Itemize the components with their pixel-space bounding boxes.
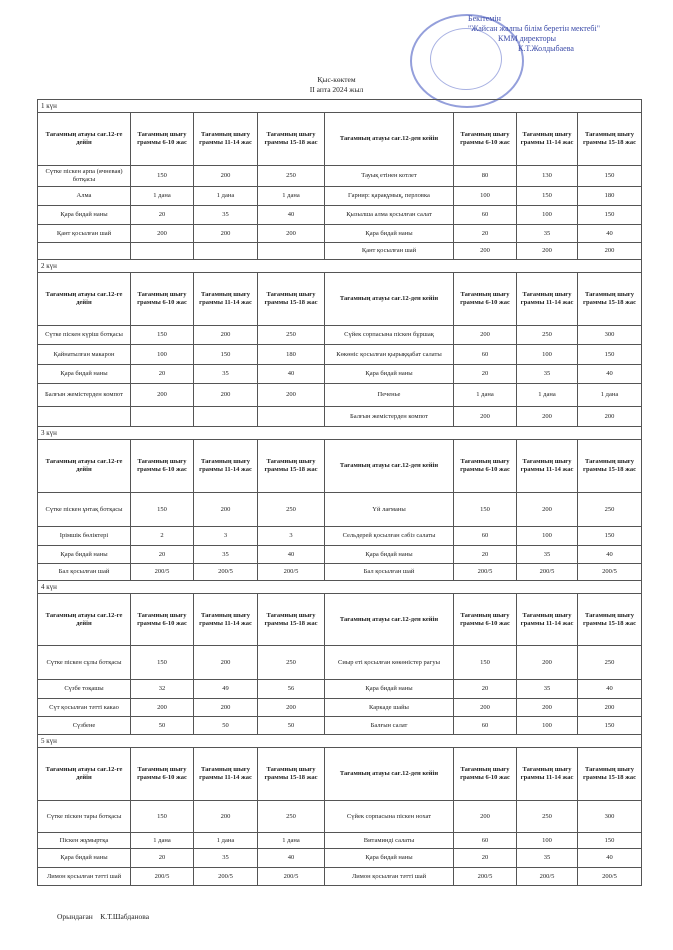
portion-cell: 200 [517, 243, 578, 260]
column-header: Тағамның шығу граммы 11-14 жас [517, 113, 578, 166]
portion-cell: 200 [578, 243, 642, 260]
portion-cell: 200 [131, 384, 194, 407]
header-row [38, 113, 642, 166]
portion-cell: 40 [578, 680, 642, 699]
dish-name-cell: Қара бидай наны [38, 849, 131, 868]
portion-cell: 150 [578, 345, 642, 365]
portion-cell: 100 [517, 717, 578, 735]
day-label: 1 күн [38, 100, 642, 113]
dish-name-cell: Каркаде шайы [325, 699, 454, 717]
portion-cell: 60 [454, 345, 517, 365]
dish-name-cell: Балғын салат [325, 717, 454, 735]
day-label: 3 күн [38, 427, 642, 440]
portion-cell: 56 [258, 680, 325, 699]
column-header: Тағамның атауы сағ.12-ден кейін [325, 273, 454, 326]
portion-cell: 200/5 [194, 564, 258, 581]
column-header: Тағамның шығу граммы 15-18 жас [258, 273, 325, 326]
dish-name-cell [38, 407, 131, 427]
approval-block [468, 14, 628, 54]
dish-name-cell: Тауық етінен котлет [325, 166, 454, 187]
table-row [38, 166, 642, 187]
portion-cell: 20 [454, 225, 517, 243]
portion-cell: 250 [258, 166, 325, 187]
column-header: Тағамның шығу граммы 6-10 жас [131, 113, 194, 166]
portion-cell [194, 243, 258, 260]
footer-label: Орындаған [57, 912, 93, 921]
portion-cell [131, 407, 194, 427]
portion-cell: 200 [517, 646, 578, 680]
dish-name-cell: Піскен жұмыртқа [38, 833, 131, 849]
dish-name-cell: Алма [38, 187, 131, 206]
dish-name-cell: Сүтке піскен күріш ботқасы [38, 326, 131, 345]
portion-cell: 100 [454, 187, 517, 206]
dish-name-cell: Сүйек сорпасына піскен бұршақ [325, 326, 454, 345]
table-row [38, 680, 642, 699]
portion-cell: 20 [131, 546, 194, 564]
day-row [38, 100, 642, 113]
portion-cell: 100 [517, 345, 578, 365]
portion-cell: 200/5 [131, 868, 194, 886]
portion-cell: 250 [258, 326, 325, 345]
table-row [38, 546, 642, 564]
portion-cell: 60 [454, 527, 517, 546]
portion-cell: 35 [517, 849, 578, 868]
column-header: Тағамның шығу граммы 11-14 жас [194, 748, 258, 801]
approval-line: "Жайсан жалпы білім беретін мектебі" [468, 24, 600, 33]
dish-name-cell: Сүтке піскен тары ботқасы [38, 801, 131, 833]
table-row [38, 187, 642, 206]
column-header: Тағамның шығу граммы 6-10 жас [454, 113, 517, 166]
portion-cell: 1 дана [578, 384, 642, 407]
dish-name-cell: Сүтке піскен ұнтақ ботқасы [38, 493, 131, 527]
column-header: Тағамның шығу граммы 6-10 жас [454, 440, 517, 493]
menu-sheet [37, 99, 641, 886]
portion-cell: 200/5 [517, 868, 578, 886]
column-header: Тағамның шығу граммы 15-18 жас [578, 440, 642, 493]
dish-name-cell: Қара бидай наны [38, 365, 131, 384]
day-label: 4 күн [38, 581, 642, 594]
portion-cell: 40 [578, 546, 642, 564]
column-header: Тағамның шығу граммы 11-14 жас [194, 113, 258, 166]
portion-cell: 50 [131, 717, 194, 735]
portion-cell: 1 дана [194, 833, 258, 849]
portion-cell: 200 [454, 699, 517, 717]
portion-cell: 200 [517, 699, 578, 717]
dish-name-cell: Сүтке піскен сұлы ботқасы [38, 646, 131, 680]
portion-cell: 250 [258, 646, 325, 680]
portion-cell: 35 [517, 225, 578, 243]
table-row [38, 206, 642, 225]
dish-name-cell: Бал қосылған шай [325, 564, 454, 581]
portion-cell: 250 [578, 646, 642, 680]
table-row [38, 365, 642, 384]
column-header: Тағамның шығу граммы 11-14 жас [517, 594, 578, 646]
season-title: Қыс-көктем [317, 75, 356, 84]
column-header: Тағамның атауы сағ.12-ден кейін [325, 113, 454, 166]
portion-cell: 200 [454, 801, 517, 833]
portion-cell: 50 [258, 717, 325, 735]
portion-cell: 20 [131, 365, 194, 384]
day-row [38, 735, 642, 748]
table-row [38, 868, 642, 886]
portion-cell: 200 [131, 699, 194, 717]
portion-cell: 200/5 [517, 564, 578, 581]
column-header: Тағамның шығу граммы 6-10 жас [454, 273, 517, 326]
portion-cell: 200/5 [194, 868, 258, 886]
table-row [38, 407, 642, 427]
portion-cell: 150 [578, 527, 642, 546]
portion-cell: 40 [258, 206, 325, 225]
dish-name-cell: Қант қосылған шай [325, 243, 454, 260]
portion-cell: 200 [194, 801, 258, 833]
portion-cell: 200 [454, 326, 517, 345]
dish-name-cell: Балғын жемістерден компот [38, 384, 131, 407]
portion-cell: 200/5 [578, 868, 642, 886]
approval-line: КММ директоры [498, 34, 557, 43]
portion-cell: 150 [131, 493, 194, 527]
header-row [38, 273, 642, 326]
header-row [38, 594, 642, 646]
day-row [38, 260, 642, 273]
portion-cell: 60 [454, 717, 517, 735]
portion-cell: 200 [194, 326, 258, 345]
portion-cell: 150 [131, 646, 194, 680]
portion-cell: 150 [517, 187, 578, 206]
column-header: Тағамның атауы сағ.12-ге дейін [38, 748, 131, 801]
portion-cell: 150 [454, 493, 517, 527]
day-row [38, 581, 642, 594]
portion-cell: 100 [131, 345, 194, 365]
portion-cell: 35 [517, 680, 578, 699]
portion-cell: 50 [194, 717, 258, 735]
portion-cell: 250 [517, 326, 578, 345]
portion-cell: 200 [194, 384, 258, 407]
dish-name-cell: Үй лағманы [325, 493, 454, 527]
portion-cell: 200 [194, 225, 258, 243]
portion-cell: 35 [194, 849, 258, 868]
dish-name-cell: Қызылша алма қосылған салат [325, 206, 454, 225]
portion-cell: 150 [131, 326, 194, 345]
dish-name-cell: Бал қосылған шай [38, 564, 131, 581]
column-header: Тағамның шығу граммы 15-18 жас [258, 440, 325, 493]
dish-name-cell: Сүйек сорпасына піскен нохат [325, 801, 454, 833]
portion-cell: 3 [258, 527, 325, 546]
menu-table [37, 99, 642, 886]
column-header: Тағамның шығу граммы 6-10 жас [131, 748, 194, 801]
column-header: Тағамның атауы сағ.12-ге дейін [38, 273, 131, 326]
portion-cell: 100 [517, 527, 578, 546]
column-header: Тағамның шығу граммы 11-14 жас [517, 748, 578, 801]
dish-name-cell: Қара бидай наны [38, 546, 131, 564]
portion-cell: 200 [578, 699, 642, 717]
portion-cell: 200 [131, 225, 194, 243]
portion-cell: 300 [578, 326, 642, 345]
header-row [38, 748, 642, 801]
column-header: Тағамның атауы сағ.12-ге дейін [38, 440, 131, 493]
column-header: Тағамның шығу граммы 15-18 жас [578, 748, 642, 801]
dish-name-cell: Сүзбе тоқашы [38, 680, 131, 699]
dish-name-cell: Сүтке піскен арпа (ячневая) ботқасы [38, 166, 131, 187]
day-row [38, 427, 642, 440]
portion-cell: 3 [194, 527, 258, 546]
portion-cell: 300 [578, 801, 642, 833]
table-row [38, 225, 642, 243]
portion-cell: 200 [517, 407, 578, 427]
portion-cell: 200/5 [454, 868, 517, 886]
column-header: Тағамның шығу граммы 15-18 жас [258, 594, 325, 646]
portion-cell: 250 [517, 801, 578, 833]
table-row [38, 699, 642, 717]
portion-cell: 40 [578, 225, 642, 243]
portion-cell: 150 [578, 717, 642, 735]
portion-cell: 35 [194, 365, 258, 384]
column-header: Тағамның шығу граммы 11-14 жас [517, 440, 578, 493]
portion-cell: 40 [258, 546, 325, 564]
portion-cell: 200 [454, 407, 517, 427]
portion-cell: 20 [131, 849, 194, 868]
portion-cell: 180 [258, 345, 325, 365]
table-row [38, 493, 642, 527]
portion-cell: 200/5 [578, 564, 642, 581]
column-header: Тағамның шығу граммы 6-10 жас [131, 273, 194, 326]
portion-cell: 20 [454, 849, 517, 868]
portion-cell: 150 [578, 833, 642, 849]
portion-cell: 40 [258, 849, 325, 868]
week-title: II апта 2024 жыл [309, 85, 364, 94]
portion-cell: 1 дана [258, 833, 325, 849]
portion-cell: 49 [194, 680, 258, 699]
table-row [38, 326, 642, 345]
column-header: Тағамның атауы сағ.12-ден кейін [325, 748, 454, 801]
footer [57, 912, 149, 921]
portion-cell: 250 [578, 493, 642, 527]
portion-cell: 200 [517, 493, 578, 527]
table-row [38, 527, 642, 546]
column-header: Тағамның шығу граммы 6-10 жас [454, 594, 517, 646]
footer-name: К.Т.Шабданова [100, 912, 150, 921]
table-row [38, 384, 642, 407]
portion-cell: 250 [258, 493, 325, 527]
portion-cell: 250 [258, 801, 325, 833]
dish-name-cell: Сүт қосылған тәтті какао [38, 699, 131, 717]
column-header: Тағамның шығу граммы 15-18 жас [578, 594, 642, 646]
dish-name-cell: Балғын жемістерден компот [325, 407, 454, 427]
column-header: Тағамның шығу граммы 15-18 жас [258, 113, 325, 166]
column-header: Тағамның шығу граммы 15-18 жас [578, 273, 642, 326]
dish-name-cell: Қара бидай наны [325, 680, 454, 699]
dish-name-cell: Қара бидай наны [325, 546, 454, 564]
portion-cell: 20 [131, 206, 194, 225]
portion-cell [258, 407, 325, 427]
dish-name-cell: Лимон қосылған тәтті шай [325, 868, 454, 886]
portion-cell: 150 [131, 166, 194, 187]
column-header: Тағамның шығу граммы 15-18 жас [578, 113, 642, 166]
dish-name-cell: Сельдерей қосылған сәбіз салаты [325, 527, 454, 546]
portion-cell: 1 дана [517, 384, 578, 407]
portion-cell: 100 [517, 206, 578, 225]
portion-cell: 150 [194, 345, 258, 365]
approval-line: Бекітемін [468, 14, 501, 23]
dish-name-cell: Сүзбене [38, 717, 131, 735]
table-row [38, 646, 642, 680]
dish-name-cell: Витаминді салаты [325, 833, 454, 849]
table-row [38, 833, 642, 849]
portion-cell: 40 [578, 849, 642, 868]
header-row [38, 440, 642, 493]
portion-cell: 200 [258, 699, 325, 717]
dish-name-cell: Қара бидай наны [325, 365, 454, 384]
table-row [38, 345, 642, 365]
column-header: Тағамның шығу граммы 11-14 жас [194, 594, 258, 646]
portion-cell: 200 [258, 225, 325, 243]
portion-cell: 180 [578, 187, 642, 206]
column-header: Тағамның шығу граммы 15-18 жас [258, 748, 325, 801]
dish-name-cell: Қара бидай наны [325, 849, 454, 868]
portion-cell: 200/5 [131, 564, 194, 581]
portion-cell: 200 [194, 699, 258, 717]
day-label: 2 күн [38, 260, 642, 273]
portion-cell: 200 [578, 407, 642, 427]
portion-cell: 1 дана [454, 384, 517, 407]
dish-name-cell: Қара бидай наны [38, 206, 131, 225]
dish-name-cell: Лимон қосылған тәтті шай [38, 868, 131, 886]
dish-name-cell: Қайнатылған макарон [38, 345, 131, 365]
dish-name-cell: Печенье [325, 384, 454, 407]
portion-cell: 150 [578, 206, 642, 225]
column-header: Тағамның шығу граммы 11-14 жас [194, 273, 258, 326]
table-row [38, 564, 642, 581]
portion-cell: 35 [194, 206, 258, 225]
portion-cell: 1 дана [131, 833, 194, 849]
portion-cell: 32 [131, 680, 194, 699]
portion-cell: 35 [517, 365, 578, 384]
portion-cell: 200 [454, 243, 517, 260]
portion-cell: 130 [517, 166, 578, 187]
portion-cell [131, 243, 194, 260]
dish-name-cell [38, 243, 131, 260]
portion-cell: 20 [454, 365, 517, 384]
portion-cell: 40 [578, 365, 642, 384]
column-header: Тағамның атауы сағ.12-ге дейін [38, 113, 131, 166]
dish-name-cell: Қант қосылған шай [38, 225, 131, 243]
portion-cell: 1 дана [194, 187, 258, 206]
portion-cell: 60 [454, 206, 517, 225]
column-header: Тағамның шығу граммы 6-10 жас [131, 440, 194, 493]
portion-cell: 20 [454, 546, 517, 564]
portion-cell: 200 [194, 646, 258, 680]
approval-line: К.Т.Жолдыбаева [518, 44, 574, 53]
day-label: 5 күн [38, 735, 642, 748]
portion-cell: 200 [194, 493, 258, 527]
portion-cell: 1 дана [258, 187, 325, 206]
column-header: Тағамның шығу граммы 11-14 жас [194, 440, 258, 493]
portion-cell: 200/5 [258, 868, 325, 886]
dish-name-cell: Ірімшік бөліктері [38, 527, 131, 546]
column-header: Тағамның атауы сағ.12-ден кейін [325, 594, 454, 646]
table-row [38, 717, 642, 735]
column-header: Тағамның шығу граммы 11-14 жас [517, 273, 578, 326]
portion-cell: 200/5 [454, 564, 517, 581]
portion-cell: 2 [131, 527, 194, 546]
table-row [38, 243, 642, 260]
portion-cell: 200 [194, 166, 258, 187]
column-header: Тағамның шығу граммы 6-10 жас [454, 748, 517, 801]
portion-cell [194, 407, 258, 427]
portion-cell: 150 [578, 166, 642, 187]
portion-cell: 35 [517, 546, 578, 564]
portion-cell: 35 [194, 546, 258, 564]
portion-cell: 100 [517, 833, 578, 849]
portion-cell: 1 дана [131, 187, 194, 206]
portion-cell: 40 [258, 365, 325, 384]
portion-cell: 20 [454, 680, 517, 699]
portion-cell: 200 [258, 384, 325, 407]
column-header: Тағамның атауы сағ.12-ден кейін [325, 440, 454, 493]
dish-name-cell: Көкөніс қосылған қырыққабат салаты [325, 345, 454, 365]
portion-cell: 60 [454, 833, 517, 849]
column-header: Тағамның шығу граммы 6-10 жас [131, 594, 194, 646]
dish-name-cell: Гарнир: қарақұмық, перловка [325, 187, 454, 206]
portion-cell: 80 [454, 166, 517, 187]
portion-cell: 150 [131, 801, 194, 833]
table-row [38, 801, 642, 833]
dish-name-cell: Сиыр еті қосылған көкөністер рагуы [325, 646, 454, 680]
portion-cell: 200/5 [258, 564, 325, 581]
portion-cell: 150 [454, 646, 517, 680]
table-row [38, 849, 642, 868]
portion-cell [258, 243, 325, 260]
column-header: Тағамның атауы сағ.12-ге дейін [38, 594, 131, 646]
dish-name-cell: Қара бидай наны [325, 225, 454, 243]
